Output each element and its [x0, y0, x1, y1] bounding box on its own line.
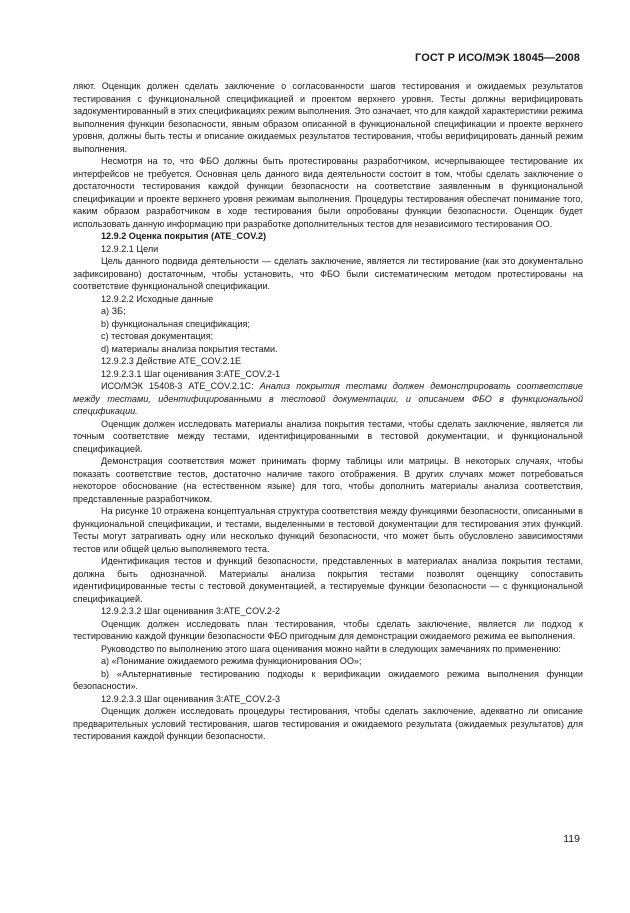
- paragraph: Цель данного подвида деятельности — сделать заключение, является ли тестирование (как это документально зафиксировано) достаточным, чтобы установить, что ФБО были систематическим методом протестированы на соответствие функциональной спецификации.: [73, 256, 583, 291]
- requirement-ref: ИСО/МЭК 15408-3 ATE_COV.2.1C:: [101, 381, 260, 391]
- paragraph: Оценщик должен исследовать материалы анализа покрытия тестами, чтобы сделать заключение, является ли точным соответствие между тестами, идентифицированными в тестовой документации, и функциональной спецификацией.: [73, 418, 583, 454]
- subsection-heading: 12.9.2.2 Исходные данные: [101, 293, 214, 304]
- page-number: 119: [563, 833, 580, 845]
- requirement-text: Анализ покрытия тестами должен демонстрировать соответствие между тестами, идентифицированными в тестовой документации, и описанием ФБО в функциональной спецификации.: [73, 381, 583, 416]
- paragraph: Идентификация тестов и функций безопасности, представленных в материалах анализа покрытия тестами, должна быть однозначной. Материалы анализа покрытия тестами позволят оценщику сопоставить идентифицированные тесты с тестовой документацией, а тестируемые функции безопасности — с функциональной спецификацией.: [73, 556, 583, 604]
- paragraph: Оценщик должен исследовать процедуры тестирования, чтобы сделать заключение, адекватно ли описание предварительных условий тестирования, шагов тестирования и ожидаемого результата (ожидаемых результатов) для тестирования каждой функции безопасности.: [73, 706, 583, 741]
- paragraph: Демонстрация соответствия может принимать форму таблицы или матрицы. В некоторых случаях, чтобы показать соответствие тестов, достаточно наличие такого отображения. В других случаях может потребоваться некоторое обоснование (на естественном языке) для того, чтобы дополнить материалы анализа соответствия, представленные разработчиком.: [73, 456, 583, 504]
- requirement-paragraph: [73, 380, 583, 418]
- list-item: b) «Альтернативные тестированию подходы к верификации ожидаемого режима выполнения функции безопасности».: [73, 668, 583, 691]
- list-item: d) материалы анализа покрытия тестами.: [101, 343, 278, 354]
- subsection-heading: 12.9.2.3 Действие ATE_COV.2.1E: [101, 356, 242, 366]
- list-item: b) функциональная спецификация;: [101, 318, 250, 329]
- subsection-heading: 12.9.2.1 Цели: [101, 243, 159, 254]
- subsection-heading: 12.9.2.3.2 Шаг оценивания 3:ATE_COV.2-2: [101, 606, 281, 616]
- paragraph: Несмотря на то, что ФБО должны быть протестированы разработчиком, исчерпывающее тестирование их интерфейсов не требуется. Основная цель данного вида деятельности состоит в том, чтобы сделать заключение о достаточности тестирования каждой функции безопасности на соответствие заявленным в функциональной спецификации и проекте верхнего уровня режимам выполнения. Процедуры тестирования обеспечат понимание того, каким образом разработчиком в ходе тестирования были опробованы функции безопасности. Оценщик будет использовать данную информацию при разработке дополнительных тестов для независимого тестирования ОО.: [73, 156, 583, 229]
- subsection-heading: 12.9.2.3.1 Шаг оценивания 3:ATE_COV.2-1: [101, 368, 281, 379]
- list-item: а) «Понимание ожидаемого режима функционирования ОО»;: [101, 656, 362, 666]
- paragraph: Руководство по выполнению этого шага оценивания можно найти в следующих замечаниях по применению:: [101, 643, 561, 654]
- paragraph: На рисунке 10 отражена концептуальная структура соответствия между функциями безопасности, описанными в функциональной спецификации, и тестами, выделенными в тестовой документации для тестирования этих функций. Тесты могут затрагивать одну или несколько функций безопасности, что может быть обусловлено зависимостями тестов или общей целью выполняемого теста.: [73, 506, 583, 554]
- list-item: а) ЗБ;: [101, 306, 126, 316]
- paragraph: Оценщик должен исследовать план тестирования, чтобы сделать заключение, является ли подход к тестированию каждой функции безопасности ФБО пригодным для демонстрации ожидаемого режима ее выполнения.: [73, 618, 583, 641]
- document-header: ГОСТ Р ИСО/МЭК 18045—2008: [415, 52, 580, 64]
- document-body: [73, 80, 583, 743]
- subsection-heading: 12.9.2.3.3 Шаг оценивания 3:ATE_COV.2-3: [101, 693, 281, 704]
- section-heading: 12.9.2 Оценка покрытия (ATE_COV.2): [101, 231, 267, 241]
- paragraph: ляют. Оценщик должен сделать заключение о согласованности шагов тестирования и ожидаемых результатов тестирования с функциональной спецификацией и проектом верхнего уровня. Тесты должны верифицировать задокументированный в этих спецификациях режим выполнения. Это означает, что для каждой характеристики режима выполнения функции безопасности, явным образом описанной в функциональной спецификации и проекте верхнего уровня, должны быть тесты и описание ожидаемых результатов тестирования, чтобы верифицировать данный режим выполнения.: [73, 81, 583, 154]
- list-item: c) тестовая документация;: [101, 331, 214, 341]
